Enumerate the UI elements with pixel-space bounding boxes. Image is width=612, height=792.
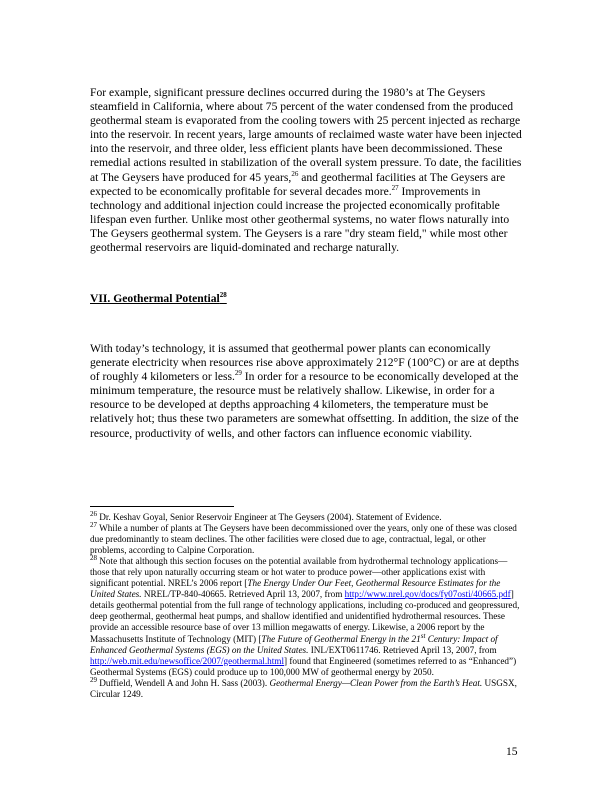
footnote-number: 27 bbox=[90, 520, 97, 529]
footnote-text: ] details geothermal potential from the full range of technology applications, including co-produced and geopressured, deep geothermal, geothermal heat pumps, and shallow identified and unidentified hydrothermal resources. These provide an accessible resource base of over 13 million megawatts of energy. Likewise, a 2006 report by the Massachusetts Institute of Technology (MIT) [ bbox=[90, 589, 520, 644]
footnote-26 bbox=[90, 509, 522, 523]
footnote-29 bbox=[90, 675, 522, 700]
footnote-number: 29 bbox=[90, 675, 97, 684]
ordinal-suffix: st bbox=[420, 631, 426, 640]
footnote-ref-29[interactable]: 29 bbox=[234, 369, 242, 378]
footnote-text: ] found that Engineered (sometimes referred to as “Enhanced”) Geothermal Systems (EGS) could produce up to 100,000 MW of geothermal energy by 2050. bbox=[90, 655, 517, 677]
footnote-text: USGSX, Circular 1249. bbox=[90, 677, 517, 699]
paragraph-text: In order for a resource to be economically developed at the minimum temperature, the resource must be relatively shallow. Likewise, in order for a resource to be developed at depths approaching 4 kilometers, the temperature must be relatively hot; thus these two parameters are somewhat offsetting. In addition, the size of the resource, productivity of wells, and other factors can influence economic viability. bbox=[90, 370, 519, 440]
mit-report-link[interactable]: http://web.mit.edu/newsoffice/2007/geothermal.html bbox=[90, 655, 285, 666]
footnote-text: INL/EXT0611746. Retrieved April 13, 2007, from bbox=[308, 644, 497, 655]
section-heading bbox=[90, 292, 227, 305]
paragraph-geysers bbox=[90, 86, 522, 255]
paragraph-text: Improvements in technology and additional injection could increase the projected economically profitable lifespan even further. Unlike most other geothermal systems, no water flows naturally into The Geysers geothermal system. The Geysers is a rare "dry steam field," while most other geothermal reservoirs are liquid-dominated and recharge naturally. bbox=[90, 184, 510, 255]
section-heading-text: VII. Geothermal Potential bbox=[90, 292, 220, 305]
footnote-text: Note that although this section focuses on the potential available from hydrothermal technology applications—those that rely upon naturally occurring steam or hot water to produce power—other applications exist with significant potential. NREL’s 2006 report [ bbox=[90, 556, 508, 589]
footnote-ref-26[interactable]: 26 bbox=[291, 169, 299, 178]
nrel-report-link[interactable]: http://www.nrel.gov/docs/fy07osti/40665.pdf bbox=[344, 589, 511, 600]
paragraph-text: With today’s technology, it is assumed that geothermal power plants can economically generate electricity when resources rise above approximately 212°F (100°C) or are at depths of roughly 4 kilometers or less. bbox=[90, 342, 520, 384]
citation-title-part: The Future of Geothermal Energy in the 21 bbox=[261, 633, 421, 644]
footnote-number: 28 bbox=[90, 554, 97, 563]
footnote-ref-27[interactable]: 27 bbox=[391, 183, 399, 192]
footnote-28 bbox=[90, 556, 522, 678]
footnote-text: Duffield, Wendell A and John H. Sass (2003). bbox=[97, 677, 270, 688]
footnote-divider bbox=[90, 506, 234, 507]
citation-title: The Energy Under Our Feet, Geothermal Resource Estimates for the United States. bbox=[90, 578, 501, 600]
footnote-ref-28[interactable]: 28 bbox=[219, 291, 227, 300]
citation-title: Geothermal Energy—Clean Power from the Earth’s Heat. bbox=[269, 677, 483, 688]
paragraph-text: For example, significant pressure declines occurred during the 1980’s at The Geysers steamfield in California, where about 75 percent of the water condensed from the produced geothermal steam is evaporated from the cooling towers with 25 percent injected as recharge into the reservoir. In recent years, large amounts of reclaimed waste water have been injected into the reservoir, and three older, less efficient plants have been decommissioned. These remedial actions resulted in stabilization of the overall system pressure. To date, the facilities at The Geysers have produced for 45 years, bbox=[90, 86, 522, 184]
page-number: 15 bbox=[506, 745, 518, 758]
citation-title-part: Century: Impact of Enhanced Geothermal Systems (EGS) on the United States. bbox=[90, 633, 498, 655]
footnote-number: 26 bbox=[90, 509, 97, 518]
paragraph-potential bbox=[90, 342, 522, 441]
footnote-text: While a number of plants at The Geysers have been decommissioned over the years, only one of these was closed due predominantly to steam declines. The other facilities were closed due to age, contractual, legal, or other problems, according to Calpine Corporation. bbox=[90, 523, 517, 556]
footnote-27 bbox=[90, 520, 522, 556]
footnotes bbox=[90, 509, 522, 700]
footnote-text: NREL/TP-840-40665. Retrieved April 13, 2007, from bbox=[141, 589, 345, 600]
footnote-text: Dr. Keshav Goyal, Senior Reservoir Engineer at The Geysers (2004). Statement of Evidence. bbox=[97, 512, 442, 522]
paragraph-text: and geothermal facilities at The Geysers are expected to be economically profitable for several decades more. bbox=[90, 170, 506, 198]
